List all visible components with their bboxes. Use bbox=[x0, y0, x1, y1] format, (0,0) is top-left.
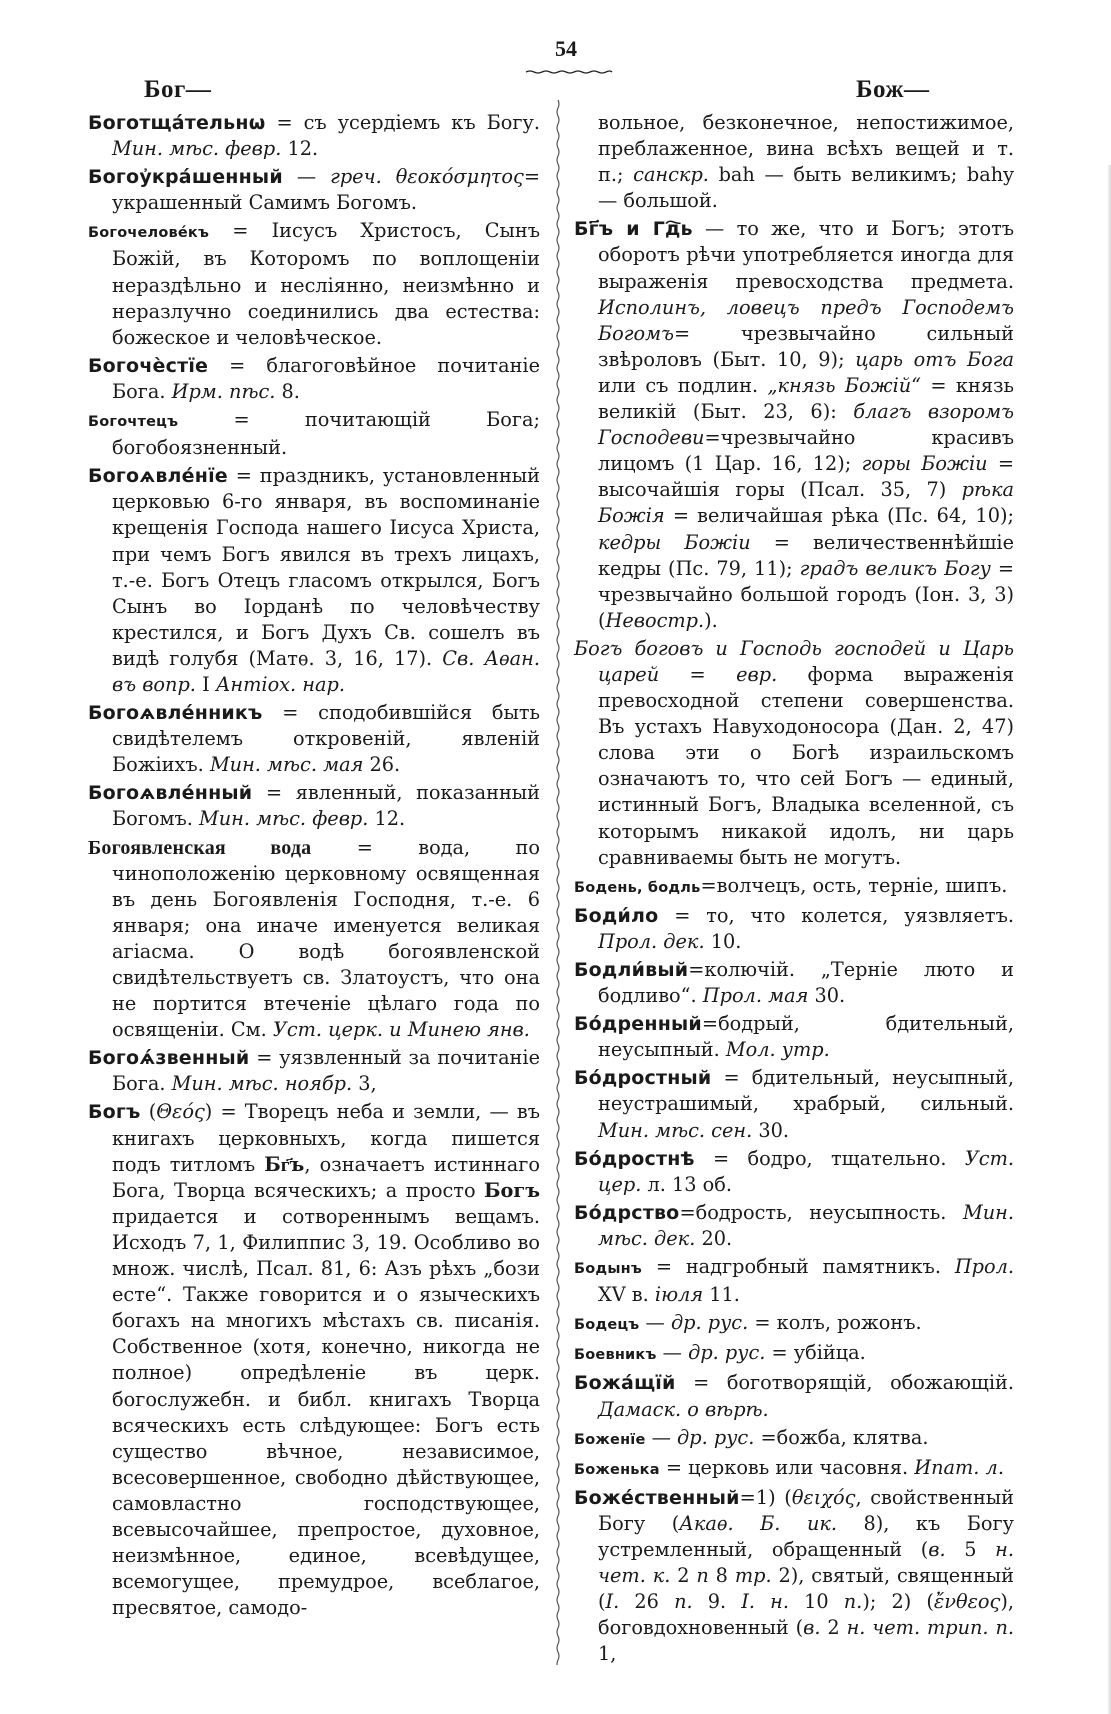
dictionary-entry bbox=[574, 1485, 1014, 1668]
dictionary-entry bbox=[574, 903, 1014, 955]
dictionary-entry bbox=[574, 1455, 1014, 1483]
entry-text: ); 2) ( bbox=[862, 1590, 934, 1614]
entry-text: = величайшая рѣка (Пс. 64, 10); bbox=[664, 504, 1014, 528]
entry-text: ) = Творецъ неба и земли, — въ книгахъ церковныхъ, когда пишется подъ титломъ bbox=[112, 1100, 540, 1176]
dictionary-entry bbox=[574, 1370, 1014, 1422]
dictionary-entry bbox=[88, 700, 540, 778]
dictionary-entry bbox=[88, 353, 540, 405]
dictionary-entry bbox=[88, 463, 540, 698]
entry-text: = чрезвычайно большой городъ (Іон. 3, 3) ( bbox=[598, 556, 1014, 632]
entry-reference: Ипат. л. bbox=[914, 1455, 1004, 1479]
entry-text: = высочайшія горы (Псал. 35, 7) bbox=[598, 452, 1014, 502]
entry-text: = надгробный памятникъ. bbox=[641, 1255, 955, 1279]
entry-headword: Богочтецъ bbox=[88, 414, 179, 431]
entry-text: = вода, по чиноположенію церковному освященная въ день Богоявленія Господня, т.-е. 6 января; она иначе именуется великая агіасма. О водѣ богоявленской свидѣтельствуетъ св. Златоустъ, что она не портится втеченіе цѣлаго года по освященіи. См. bbox=[112, 835, 540, 1042]
entry-reference: Мин. мѣс. ноябр. bbox=[171, 1072, 353, 1096]
entry-text: =чрезвычайно красивъ лицомъ (1 Цар. 16, 12); bbox=[598, 426, 1014, 476]
entry-reference: Прол. bbox=[954, 1255, 1014, 1279]
entry-reference: Мин. мѣс. сен. bbox=[598, 1118, 753, 1142]
entry-reference: „князь Божій“ bbox=[767, 373, 922, 397]
dictionary-entry bbox=[88, 218, 540, 350]
entry-reference: рѣка Божія bbox=[598, 478, 1014, 528]
entry-text: = колъ, рожонъ. bbox=[748, 1311, 922, 1335]
entry-headword: Бо́дростный bbox=[574, 1067, 712, 1090]
entry-text: 9. bbox=[692, 1590, 742, 1614]
entry-text: = величественнѣйшіе кедры (Пс. 79, 11); bbox=[598, 530, 1014, 580]
entry-reference: Уст. церк. и Минею янв. bbox=[272, 1018, 530, 1042]
entry-text: =бодрый, бдительный, неусыпный. bbox=[598, 1012, 1014, 1062]
entry-headword: Богъ bbox=[88, 1101, 141, 1124]
entry-headword: Богоѧвле́нный bbox=[88, 782, 253, 805]
dictionary-entry bbox=[88, 407, 540, 461]
entry-headword: Боженїе bbox=[574, 1431, 646, 1448]
entry-reference: евр. bbox=[736, 662, 778, 686]
entry-headword: Бо́дростнѣ bbox=[574, 1147, 695, 1170]
entry-text: = украшенный Самимъ Богомъ. bbox=[112, 165, 540, 215]
entry-continuation bbox=[574, 110, 1014, 214]
entry-text: 8. bbox=[275, 379, 300, 403]
entry-reference: н. чет. к. bbox=[598, 1537, 1014, 1588]
entry-reference: I. н. bbox=[741, 1590, 789, 1614]
entry-headword: Божа́щїй bbox=[574, 1372, 676, 1395]
dictionary-entry bbox=[574, 957, 1014, 1009]
entry-text: 2 bbox=[820, 1616, 847, 1640]
entry-text: л. 13 об. bbox=[641, 1172, 732, 1196]
entry-reference: Мин. мѣс. февр. bbox=[112, 137, 282, 161]
dictionary-entry bbox=[574, 636, 1014, 871]
entry-reference: благъ взоромъ Господеви bbox=[598, 400, 1015, 450]
entry-reference: п. bbox=[843, 1590, 863, 1614]
entry-reference: в. bbox=[803, 1616, 821, 1640]
running-head-left: Бог— bbox=[144, 76, 212, 103]
page-number: 54 bbox=[555, 36, 577, 61]
entry-reference: Мол. утр. bbox=[725, 1038, 830, 1062]
entry-headword: Бодецъ bbox=[574, 1317, 640, 1334]
entry-text: = явленный, показанный Богомъ. bbox=[112, 781, 540, 831]
entry-text: = bbox=[659, 662, 737, 686]
entry-text: 26. bbox=[363, 753, 401, 777]
entry-text: XV в. bbox=[598, 1283, 655, 1307]
entry-text: = боготворящій, обожающій. bbox=[675, 1371, 1014, 1395]
entry-text: — то же, что и Богъ; этотъ оборотъ рѣчи употребляется иногда для выраженія превосходства предмета. bbox=[598, 217, 1015, 293]
entry-text: форма выраженія превосходной степени совершенства. Въ устахъ Навуходоносора (Дан. 2, 47) слова эти о Богѣ израильскомъ означаютъ то, что сей Богъ — единый, истинный Богъ, Владыка вселенной, съ которымъ никакой идолъ, ни царь сравниваемы быть не могутъ. bbox=[598, 662, 1014, 869]
greek-term: Θεός bbox=[156, 1100, 205, 1124]
entry-text: 3, bbox=[352, 1072, 377, 1096]
entry-reference: I. bbox=[605, 1590, 620, 1614]
entry-text: 30. bbox=[808, 984, 846, 1008]
entry-text: — bbox=[282, 165, 331, 189]
entry-reference: н. чет. трип. п. bbox=[846, 1616, 1014, 1640]
entry-text: = бдительный, неусыпный, неустрашимый, храбрый, сильный. bbox=[598, 1066, 1014, 1116]
entry-headword: Богочѐстїе bbox=[88, 354, 209, 377]
dictionary-entry bbox=[574, 1146, 1014, 1198]
entry-reference: Акаѳ. Б. ик. bbox=[679, 1511, 838, 1535]
entry-text: , свойственный Богу ( bbox=[598, 1485, 1014, 1535]
entry-reference: тр. bbox=[734, 1564, 772, 1588]
dictionary-entry bbox=[88, 1045, 540, 1097]
entry-reference: Прол. дек. bbox=[598, 929, 705, 953]
entry-reference: Невостр. bbox=[605, 608, 705, 632]
entry-headword: Боевникъ bbox=[574, 1347, 657, 1364]
entry-text: Богъ bbox=[484, 1178, 540, 1202]
entry-headword: Богъ боговъ и Господь господей и Царь царей bbox=[574, 636, 1014, 686]
entry-reference: п. bbox=[674, 1590, 693, 1614]
entry-reference: Прол. мая bbox=[702, 984, 809, 1008]
entry-text: 12. bbox=[368, 807, 406, 831]
entry-text: = убійца. bbox=[765, 1341, 866, 1365]
entry-headword: Бг҃ъ и Гд҇ь bbox=[574, 218, 693, 241]
entry-text: ( bbox=[140, 1100, 157, 1124]
right-column bbox=[574, 110, 1014, 1669]
entry-reference: іюля bbox=[654, 1283, 704, 1307]
dictionary-entry bbox=[574, 216, 1014, 634]
entry-text: = князь великій (Быт. 23, 6): bbox=[598, 373, 1014, 424]
entry-text: — bbox=[656, 1341, 689, 1365]
entry-reference: Исполинъ, ловецъ предъ Господемъ Богомъ bbox=[598, 295, 1014, 345]
ornamental-rule bbox=[524, 70, 614, 74]
entry-reference: санскр. bbox=[633, 163, 709, 187]
entry-text: bah — быть великимъ; bahy — большой. bbox=[598, 163, 1015, 213]
dictionary-entry bbox=[574, 1310, 1014, 1338]
running-head-right: Бож— bbox=[856, 76, 930, 103]
entry-text: =1) ( bbox=[739, 1485, 792, 1509]
entry-text: 1, bbox=[598, 1642, 617, 1666]
entry-reference: Мин. мѣс. дек. bbox=[598, 1200, 1014, 1250]
entry-text: = сподобившійся быть свидѣтелемъ откровеній, явленій Божіихъ. bbox=[112, 701, 540, 777]
entry-reference: Св. Аѳан. въ вопр. bbox=[112, 646, 540, 696]
entry-text: 5 bbox=[945, 1537, 996, 1561]
entry-reference: градъ великъ Богу bbox=[799, 556, 991, 580]
entry-headword: Богоѧвле́нїе bbox=[88, 465, 228, 488]
entry-headword: Боди́ло bbox=[574, 904, 659, 927]
entry-text: = съ усердіемъ къ Богу. bbox=[265, 111, 540, 134]
dictionary-entry bbox=[88, 835, 540, 1044]
entry-reference: Дамаск. о вѣрѣ. bbox=[598, 1397, 769, 1421]
entry-text: = чрезвычайно сильный звѣроловъ (Быт. 10, 9); bbox=[598, 321, 1014, 371]
greek-term: θειχός bbox=[791, 1485, 856, 1509]
entry-reference: греч. θεοκόσμητος bbox=[330, 165, 524, 189]
entry-text: = бодро, тщательно. bbox=[694, 1146, 965, 1170]
entry-text: = то, что колется, уязвляетъ. bbox=[658, 903, 1014, 927]
entry-text: = Іисусъ Христосъ, Сынъ Божій, въ Которомъ по воплощеніи нераздѣльно и несліянно, неизмѣнно и неразлучно соединились два естества: божеское и человѣческое. bbox=[112, 219, 540, 349]
page-edge-shadow bbox=[1107, 165, 1111, 1714]
entry-text: ). bbox=[704, 608, 718, 632]
entry-reference: горы Божіи bbox=[861, 452, 988, 476]
entry-text: I bbox=[195, 672, 216, 696]
dictionary-entry bbox=[88, 110, 540, 162]
column-divider bbox=[555, 100, 561, 1665]
entry-text: 2), святый, священный ( bbox=[598, 1564, 1015, 1614]
entry-reference: Ирм. пѣс. bbox=[171, 379, 276, 403]
entry-headword: Бодли́вый bbox=[574, 959, 689, 981]
entry-text: = праздникъ, установленный церковью 6-го января, въ воспоминаніе крещенія Господа нашего Іисуса Христа, при чемъ Богъ явился въ трехъ лицахъ, т.-е. Богъ Отецъ гласомъ открылся, Богъ Сынъ во Іорданѣ по человѣчеству крестился, и Богъ Духъ Св. сошелъ въ видѣ голубя (Матѳ. 3, 16, 17). bbox=[112, 464, 540, 670]
left-column bbox=[88, 110, 540, 1623]
entry-text: =колючій. „Терніе люто и бодливо“. bbox=[598, 958, 1014, 1008]
entry-headword: Боготща́тельнѡ bbox=[88, 112, 266, 134]
entry-text: — bbox=[639, 1311, 671, 1335]
entry-headword: Богоѧвле́нникъ bbox=[88, 702, 263, 725]
entry-headword: Бо́дрство bbox=[574, 1201, 680, 1224]
entry-text: =бодрость, неусыпность. bbox=[679, 1200, 963, 1224]
entry-text: вольное, безконечное, непостижимое, преблаженное, вина всѣхъ вещей и т. п.; bbox=[598, 111, 1014, 187]
entry-reference: кедры Божіи bbox=[598, 530, 751, 554]
entry-headword: Бодень, бодль bbox=[574, 879, 701, 896]
entry-headword: Богочелове́къ bbox=[88, 225, 210, 242]
entry-text: , означаетъ истиннаго Бога, Творца всяческихъ; а просто bbox=[112, 1152, 540, 1202]
entry-reference: др. рус. bbox=[677, 1425, 755, 1449]
dictionary-entry bbox=[574, 1254, 1014, 1308]
entry-reference: п bbox=[696, 1564, 709, 1588]
dictionary-entry bbox=[574, 873, 1014, 901]
entry-headword: Богоявленская вода bbox=[88, 836, 312, 859]
greek-term: ἔνθεος bbox=[933, 1590, 1001, 1614]
entry-text: 10. bbox=[704, 929, 742, 953]
entry-text: = благоговѣйное почитаніе Бога. bbox=[112, 353, 540, 403]
entry-reference: Мин. мѣс. февр. bbox=[199, 807, 369, 831]
entry-reference: др. рус. bbox=[670, 1311, 749, 1335]
entry-text: = уязвленный за почитаніе Бога. bbox=[112, 1046, 540, 1096]
entry-text: 26 bbox=[619, 1590, 675, 1614]
entry-text: =божба, клятва. bbox=[754, 1425, 929, 1449]
entry-text: Бг҃ъ bbox=[264, 1152, 305, 1176]
dictionary-entry bbox=[88, 780, 540, 832]
entry-headword: Бо́дренный bbox=[574, 1013, 702, 1036]
entry-reference: в. bbox=[928, 1537, 946, 1561]
entry-headword: Боже́ственный bbox=[574, 1486, 740, 1509]
entry-text: 8), къ Богу устремленный, обращенный ( bbox=[598, 1511, 1014, 1561]
entry-text: 12. bbox=[281, 137, 319, 161]
dictionary-entry bbox=[574, 1200, 1014, 1252]
dictionary-entry bbox=[574, 1425, 1014, 1453]
entry-headword: Богоѧ́звенный bbox=[88, 1047, 250, 1070]
entry-text: 10 bbox=[788, 1590, 844, 1614]
entry-text: — bbox=[645, 1425, 678, 1449]
entry-headword: Боженька bbox=[574, 1461, 660, 1478]
dictionary-entry bbox=[88, 1099, 540, 1621]
entry-reference: Антіох. нар. bbox=[215, 672, 345, 696]
entry-text: 20. bbox=[695, 1226, 733, 1250]
entry-text: 11. bbox=[703, 1283, 740, 1307]
entry-text: ), боговдохновенный ( bbox=[598, 1590, 1014, 1640]
dictionary-entry bbox=[574, 1065, 1014, 1143]
entry-headword: Богоу҆кра́шенный bbox=[88, 166, 283, 189]
entry-text: = церковь или часовня. bbox=[659, 1455, 915, 1479]
entry-text: 8 bbox=[708, 1564, 735, 1588]
entry-headword: Бодынъ bbox=[574, 1261, 642, 1278]
entry-text: = почитающій Бога; богобоязненный. bbox=[112, 408, 540, 460]
entry-text: =волчецъ, ость, терніе, шипъ. bbox=[700, 873, 1008, 897]
entry-text: придается и сотвореннымъ вещамъ. Исходъ 7, 1, Филиппис 3, 19. Особливо во множ. числѣ, Псал. 81, 6: Азъ рѣхъ „бози есте“. Также говорится и о языческихъ богахъ на многихъ мѣстахъ св. писанія. Собственное (хотя, конечно, никогда не полное) опредѣленіе въ церк. богослужебн. и библ. книгахъ Творца всяческихъ есть слѣдующее: Богъ есть существо вѣчное, независимое, всесовершенное, свободно дѣйствующее, самовластно господствующее, всевысочайшее, препростое, духовное, неизмѣнное, единое, всевѣдущее, всемогущее, премудрое, всеблагое, пресвятое, самодо- bbox=[112, 1204, 540, 1620]
entry-text: 30. bbox=[752, 1118, 790, 1142]
dictionary-entry bbox=[574, 1011, 1014, 1063]
entry-reference: др. рус. bbox=[688, 1341, 766, 1365]
entry-text: 2 bbox=[670, 1564, 697, 1588]
entry-reference: Мин. мѣс. мая bbox=[209, 753, 364, 777]
entry-text: или съ подлин. bbox=[598, 373, 768, 397]
dictionary-entry bbox=[88, 164, 540, 216]
entry-reference: царь отъ Бога bbox=[855, 347, 1014, 371]
dictionary-entry bbox=[574, 1340, 1014, 1368]
entry-reference: Уст. цер. bbox=[598, 1146, 1014, 1196]
